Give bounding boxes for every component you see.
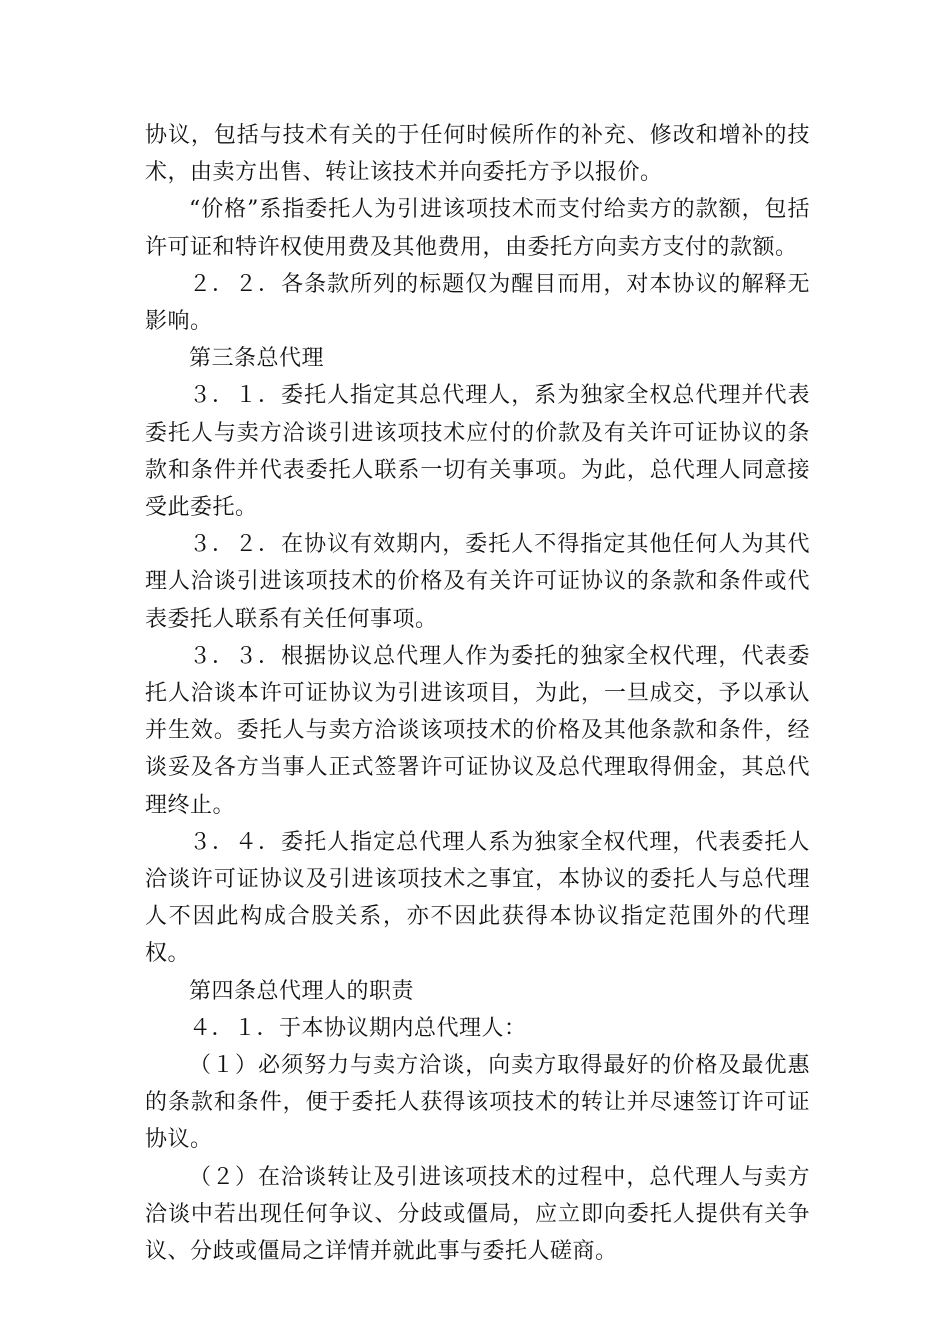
paragraph-clause-4-1: ４．１．于本协议期内总代理人：: [189, 1015, 527, 1041]
paragraph-clause-3-3: ３．３．根据协议总代理人作为委托的独家全权代理，代表委托人洽谈本许可证协议为引进该项目，为此，一旦成交，予以承认并生效。委托人与卖方洽谈该项技术的价格及其他条款和条件，经谈妥及各方当事人正式签署许可证协议及总代理取得佣金，其总代理终止。: [145, 643, 810, 818]
paragraph-clause-2-2: ２．２．各条款所列的标题仅为醒目而用，对本协议的解释无影响。: [145, 271, 810, 335]
document-body: [145, 117, 810, 1270]
paragraph-clause-3-1: ３．１．委托人指定其总代理人，系为独家全权总代理并代表委托人与卖方洽谈引进该项技术应付的价款及有关许可证协议的条款和条件并代表委托人联系一切有关事项。为此，总代理人同意接受此委托。: [145, 383, 810, 521]
paragraph-clause-3-2: ３．２．在协议有效期内，委托人不得指定其他任何人为其代理人洽谈引进该项技术的价格及有关许可证协议的条款和条件或代表委托人联系有关任何事项。: [145, 532, 810, 632]
paragraph-price-definition: “价格”系指委托人为引进该项技术而支付给卖方的款额，包括许可证和特许权使用费及其他费用，由委托方向卖方支付的款额。: [145, 197, 810, 260]
paragraph-item-1: （１）必须努力与卖方洽谈，向卖方取得最好的价格及最优惠的条款和条件，便于委托人获得该项技术的转让并尽速签订许可证协议。: [145, 1053, 810, 1153]
section-heading-article-4: 第四条总代理人的职责: [189, 978, 415, 1004]
paragraph-item-2: （２）在洽谈转让及引进该项技术的过程中，总代理人与卖方洽谈中若出现任何争议、分歧或僵局，应立即向委托人提供有关争议、分歧或僵局之详情并就此事与委托人磋商。: [145, 1164, 810, 1265]
section-heading-article-3: 第三条总代理: [189, 346, 325, 372]
paragraph-definition-continued: 协议，包括与技术有关的于任何时候所作的补充、修改和增补的技术，由卖方出售、转让该技术并向委托方予以报价。: [145, 123, 810, 186]
paragraph-clause-3-4: ３．４．委托人指定总代理人系为独家全权代理，代表委托人洽谈许可证协议及引进该项技术之事宜，本协议的委托人与总代理人不因此构成合股关系，亦不因此获得本协议指定范围外的代理权。: [145, 829, 810, 967]
